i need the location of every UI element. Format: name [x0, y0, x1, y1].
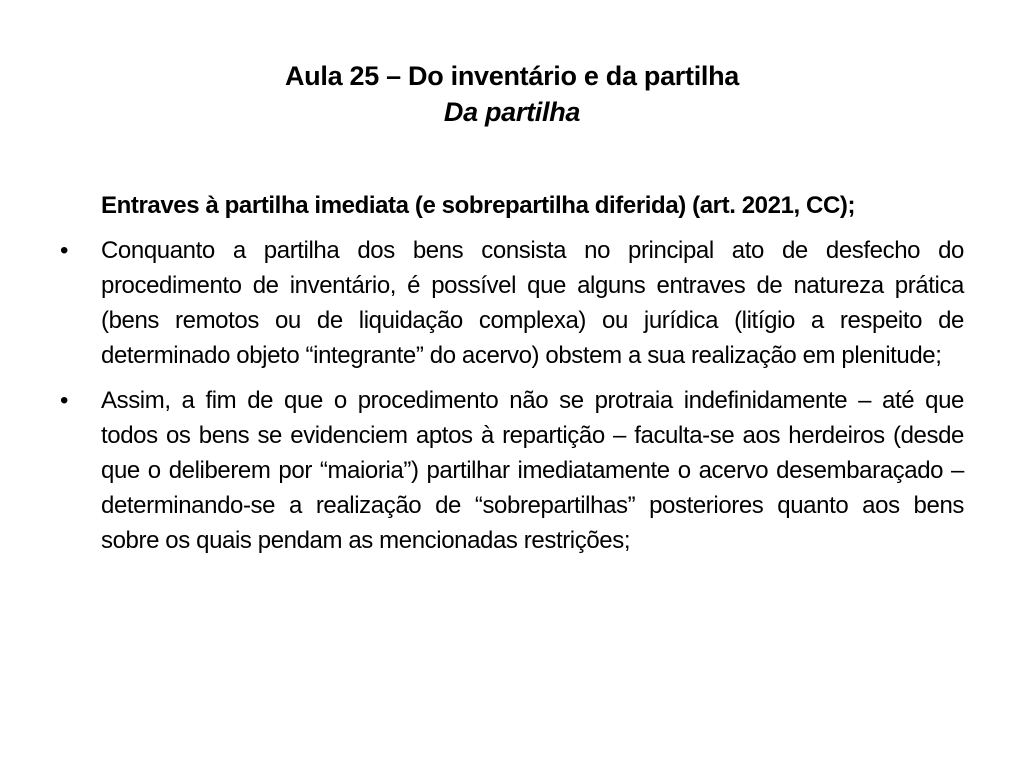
slide-title: Aula 25 – Do inventário e da partilha — [284, 61, 740, 91]
bullet-item-1 — [60, 233, 964, 373]
slide-content — [60, 188, 964, 558]
title-block — [0, 58, 1024, 130]
slide-subtitle: Da partilha — [443, 97, 581, 127]
bullet-text-1: Conquanto a partilha dos bens consista no principal ato de desfecho do procedimento de inventário, é possível que alguns entraves de natureza prática (bens remotos ou de liquidação complexa) ou jurídica (litígio a respeito de determinado objeto “integrante” do acervo) obstem a sua realização em plenitude; — [101, 237, 964, 369]
bullet-point-icon: • — [60, 237, 69, 264]
bullet-point-icon: • — [60, 387, 69, 414]
bullet-item-2 — [60, 383, 964, 558]
bullet-text-2: Assim, a fim de que o procedimento não se protraia indefinidamente – até que todos os bens se evidenciem aptos à repartição – faculta-se aos herdeiros (desde que o deliberem por “maioria”) partilhar imediatamente o acervo desembaraçado – determinando-se a realização de “sobrepartilhas” posteriores quanto aos bens sobre os quais pendam as mencionadas restrições; — [101, 387, 964, 554]
lead-paragraph: Entraves à partilha imediata (e sobrepartilha diferida) (art. 2021, CC); — [101, 192, 856, 219]
